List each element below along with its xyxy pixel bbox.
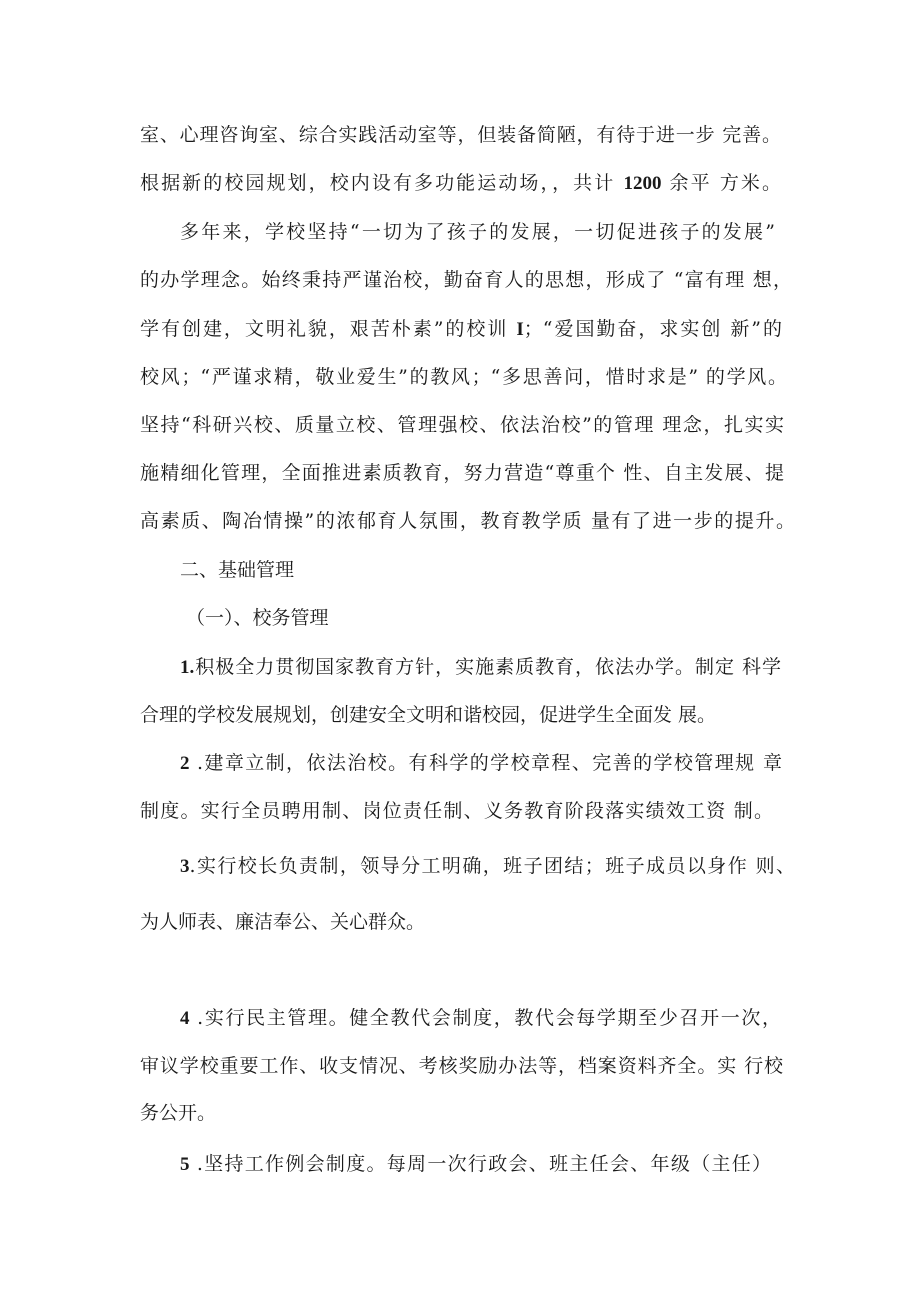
text-line: 室、心理咨询室、综合实践活动室等，但装备简陋，有待于进一步 完善。 [140,124,781,146]
text-line: 制度。实行全员聘用制、岗位责任制、义务教育阶段落实绩效工资 制。 [140,800,773,822]
item-number: 2 [180,753,190,774]
text-line: 高素质、陶冶情操”的浓郁育人氛围，教育教学质 量有了进一步的提升。 [140,510,795,532]
item-number: 4 [180,1008,190,1029]
text-segment: 学有创建，文明礼貌，艰苦朴素”的校训 [140,318,517,340]
list-item-first-line [180,751,782,775]
text-line: 为人师表、廉洁奉公、关心群众。 [140,911,426,933]
text-segment: .实行民主管理。健全教代会制度，教代会每学期至少召开一次， [189,1007,781,1029]
text-segment: 积极全力贯彻国家教育方针，实施素质教育，依法办学。制定 科学 [194,656,781,678]
text-line [140,171,781,195]
text-segment: 余平 方米。 [661,172,781,194]
text-segment: .实行校长负责制，领导分工明确，班子团结；班子成员以身作 则、 [189,855,795,877]
text-line: 坚持“科研兴校、质量立校、管理强校、依法治校”的管理 理念，扎实实 [140,414,784,436]
item-number: 5 [180,1154,190,1175]
text-line: 施精细化管理，全面推进素质教育，努力营造“尊重个 性、自主发展、提 [140,462,784,484]
text-segment: .坚持工作例会制度。每周一次行政会、班主任会、年级（主任） [189,1153,771,1175]
bold-letter: I [516,319,524,340]
text-line: 务公开。 [140,1102,217,1124]
text-line: 校风；“严谨求精，敬业爱生”的教风；“多思善问，惜时求是” 的学风。 [140,366,787,388]
text-segment: ；“爱国勤奋，求实创 新”的 [523,318,783,340]
list-item-first-line [180,854,795,878]
list-item-first-line [180,1152,771,1176]
text-segment: .建章立制，依法治校。有科学的学校章程、完善的学校管理规 章 [189,752,782,774]
text-line [140,317,782,341]
area-number: 1200 [623,173,662,194]
section-heading: 二、基础管理 [180,559,295,581]
paragraph-first-line: 多年来，学校坚持“一切为了孩子的发展，一切促进孩子的发展” [180,221,775,243]
text-line: 合理的学校发展规划，创建安全文明和谐校园，促进学生全面发 展。 [140,704,717,726]
item-number: 1. [180,657,195,678]
list-item-first-line [180,655,781,679]
text-line: 审议学校重要工作、收支情况、考核奖励办法等，档案资料齐全。实 行校 [140,1055,783,1077]
list-item-first-line [180,1006,781,1030]
text-line: 的办学理念。始终秉持严谨治校，勤奋育人的思想，形成了 “富有理 想， [140,269,792,291]
text-segment: 根据新的校园规划，校内设有多功能运动场，，共计 [140,172,624,194]
item-number: 3 [180,856,190,877]
subsection-heading: （一）、校务管理 [186,607,329,629]
